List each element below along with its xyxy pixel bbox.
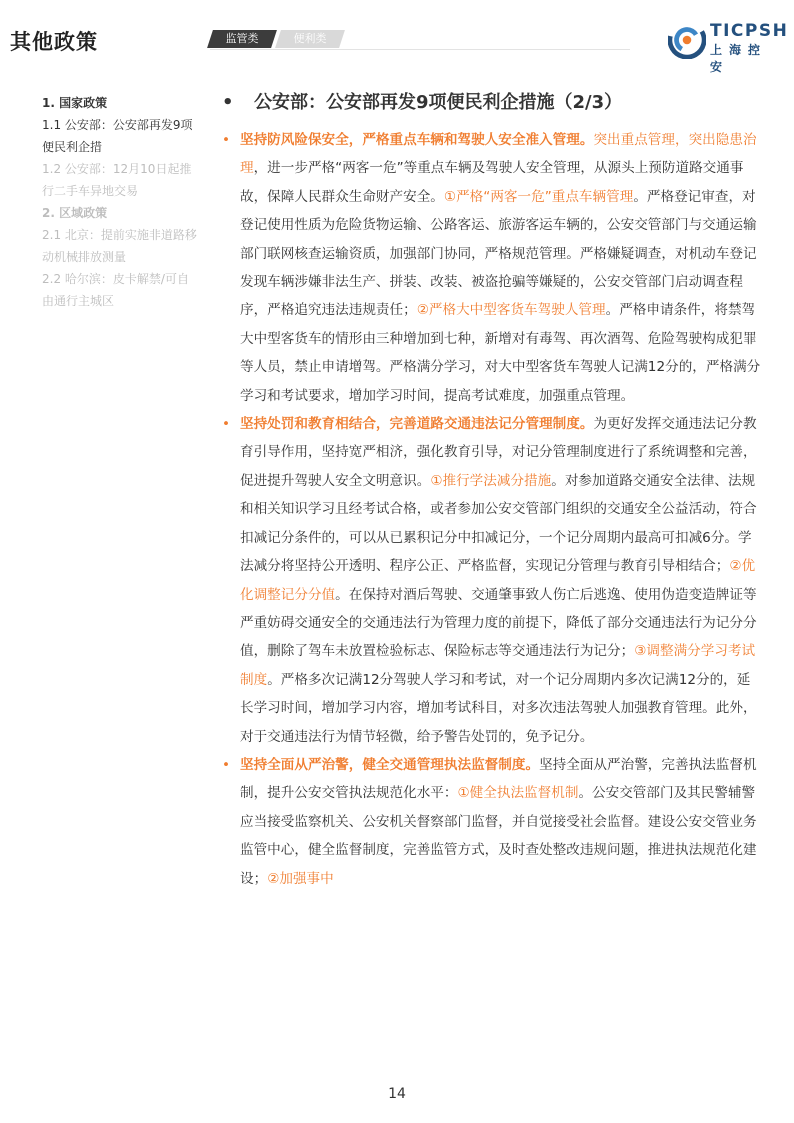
article-paragraphs <box>222 126 762 893</box>
toc-item-national-policy[interactable]: 1. 国家政策 <box>42 96 108 110</box>
body-text: ，进一步严格“两客一危”等重点车辆及驾驶人安全管理，从源头上预防道路交通事故，保障人民群众生命财产安全。 <box>240 160 744 205</box>
paragraph-bullet: • <box>222 756 231 773</box>
toc-item-1-2[interactable]: 1.2 公安部：12月10日起推行二手车异地交易 <box>42 162 192 198</box>
policy-paragraph <box>222 410 762 751</box>
policy-paragraph <box>222 751 762 893</box>
table-of-contents <box>42 92 200 312</box>
body-text: 。公安交管部门及其民警辅警应当接受监察机关、公安机关督察部门监督，并自觉接受社会监督。建设公安交管业务监管中心，健全监督制度，完善监管方式，及时查处整改违规问题，推进执法规范化建设； <box>240 785 757 887</box>
toc-item-2-1[interactable]: 2.1 北京：提前实施非道路移动机械排放测量 <box>42 228 197 264</box>
tab-regulation-label: 监管类 <box>225 32 259 45</box>
header-divider <box>210 49 630 50</box>
heading-bullet: • <box>222 92 234 113</box>
body-text: 。严格登记审查，对登记使用性质为危险货物运输、公路客运、旅游客运车辆的，公安交管部门与交通运输部门联网核查运输资质，加强部门协同，严格规范管理。严格嫌疑调查，对机动车登记发现车辆涉嫌非法生产、拼装、改装、被盗抢骗等嫌疑的，公安交管部门启动调查程序，严格追究违法违规责任； <box>240 188 757 319</box>
article-heading-text: 公安部：公安部再发9项便民利企措施（2/3） <box>254 92 623 113</box>
tab-regulation[interactable] <box>207 30 277 48</box>
swirl-logo-icon <box>668 21 706 59</box>
toc-item-regional-policy[interactable]: 2. 区域政策 <box>42 206 108 220</box>
article-body <box>222 88 762 893</box>
body-text: 。对参加道路交通安全法律、法规和相关知识学习且经考试合格，或者参加公安交管部门组织的交通安全公益活动，符合扣减记分条件的，可以从已累积记分中扣减记分，一个记分周期内最高可扣减6分。学法减分将坚持公开透明、程序公正、严格监督，实现记分管理与教育引导相结合； <box>240 472 757 575</box>
body-text: 。严格申请条件，将禁驾大中型客货车的情形由三种增加到七种，新增对有毒驾、再次酒驾、危险驾驶构成犯罪等人员，禁止申请增驾。严格满分学习，对大中型客货车驾驶人记满12分的，严格满分学习和考试要求，增加学习时间，提高考试难度，加强重点管理。 <box>240 302 761 404</box>
highlight-text: ②优化调整记分分值 <box>240 558 756 603</box>
highlight-text: ②严格大中型客货车驾驶人管理 <box>416 302 606 319</box>
tab-convenience-label: 便利类 <box>293 32 327 45</box>
body-text: 。在保持对酒后驾驶、交通肇事致人伤亡后逃逸、使用伪造变造牌证等严重妨碍交通安全的交通违法行为管理力度的前提下，降低了部分交通违法行为记分分值，删除了驾车未放置检验标志、保险标志等交通违法行为记分； <box>240 586 757 660</box>
highlight-text: ①推行学法减分措施 <box>430 472 552 489</box>
highlight-text: ②加强事中 <box>267 870 334 887</box>
toc-item-1-1[interactable]: 1.1 公安部：公安部再发9项便民利企措 <box>42 118 193 154</box>
body-text: 。严格多次记满12分驾驶人学习和考试，对一个记分周期内多次记满12分的，延长学习时间，增加学习内容，增加考试科目，对多次违法驾驶人加强教育管理。此外，对于交通违法行为情节轻微，给予警告处罚的，免予记分。 <box>240 671 757 745</box>
paragraph-bullet: • <box>222 132 231 148</box>
paragraph-lead: 坚持防风险保安全，严格重点车辆和驾驶人安全准入管理。 <box>240 132 594 148</box>
logo-name-cn: 上海控安 <box>710 43 768 74</box>
highlight-text: ①健全执法监督机制 <box>457 785 579 802</box>
tab-convenience[interactable] <box>275 30 345 48</box>
paragraph-lead: 坚持处罚和教育相结合，完善道路交通违法记分管理制度。 <box>240 416 594 433</box>
page-title: 其他政策 <box>10 30 98 54</box>
highlight-text: ③调整满分学习考试制度 <box>240 643 756 688</box>
paragraph-lead: 坚持全面从严治警，健全交通管理执法监督制度。 <box>240 756 540 773</box>
logo-name-en: TICPSH <box>710 21 789 41</box>
body-text: 坚持全面从严治警，完善执法监督机制，提升公安交管执法规范化水平： <box>240 756 757 802</box>
highlight-text: ①严格“两客一危”重点车辆管理 <box>443 188 634 205</box>
highlight-text: 突出重点管理，突出隐患治理 <box>240 132 757 177</box>
paragraph-bullet: • <box>222 416 231 433</box>
policy-paragraph <box>222 126 762 410</box>
page-number: 14 <box>388 1086 406 1102</box>
toc-item-2-2[interactable]: 2.2 哈尔滨：皮卡解禁/可自由通行主城区 <box>42 272 189 308</box>
body-text: 为更好发挥交通违法记分教育引导作用，坚持宽严相济，强化教育引导，对记分管理制度进行了系统调整和完善，促进提升驾驶人安全文明意识。 <box>240 416 757 489</box>
company-logo <box>668 20 789 74</box>
article-heading <box>222 88 762 118</box>
